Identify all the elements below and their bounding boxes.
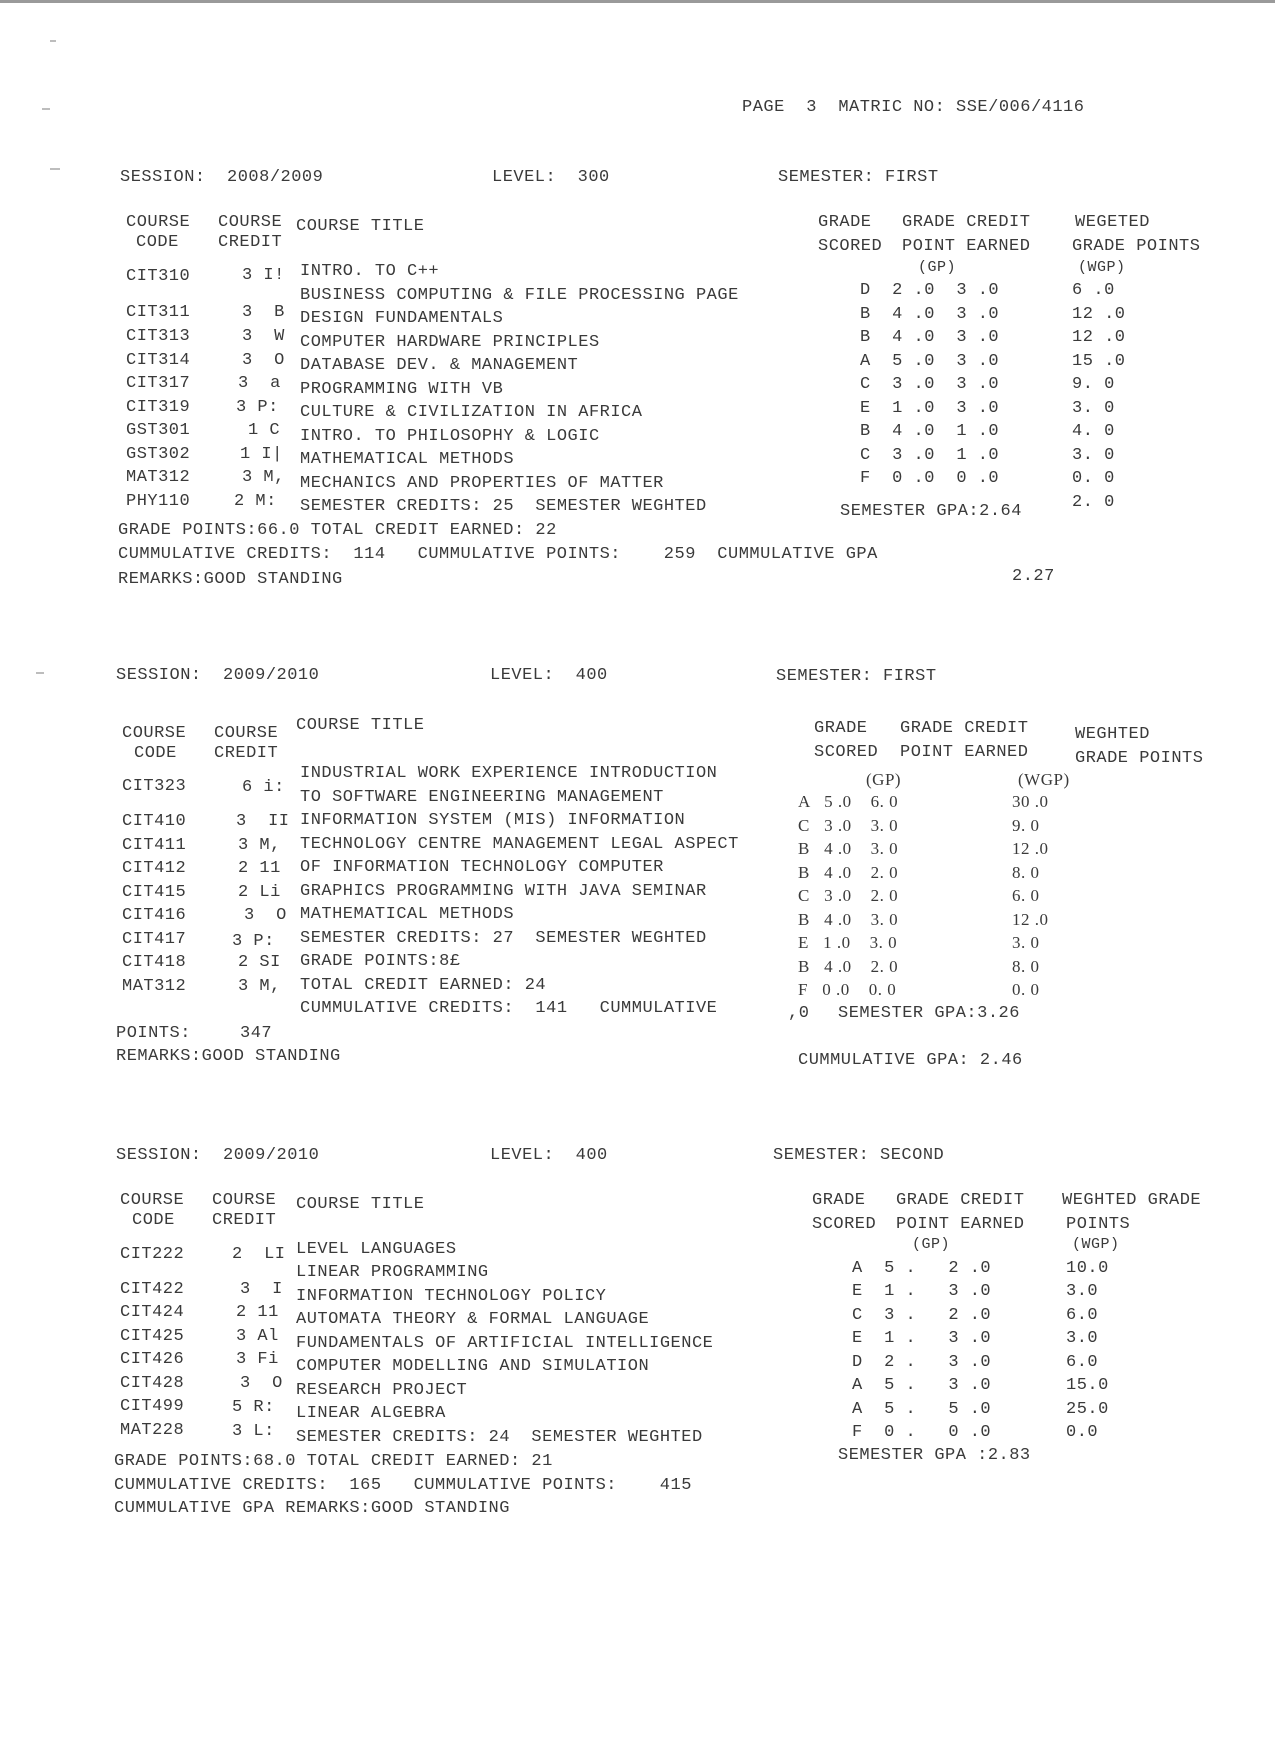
session-label: SESSION: 2009/2010 [116, 666, 320, 685]
hdr-course-title: COURSE TITLE [296, 217, 425, 236]
wgp-value: 6 .0 [1072, 281, 1115, 300]
semester-summary: SEMESTER CREDITS: 24 SEMESTER WEGHTED [296, 1428, 703, 1447]
hdr-gp: (GP) [912, 1236, 951, 1253]
hdr-course-code: COURSE [120, 1191, 185, 1210]
course-code: CIT418 [122, 953, 187, 972]
course-code: CIT317 [126, 374, 191, 393]
grade-row: A 5 . 5 .0 [852, 1400, 992, 1419]
remarks: CUMMULATIVE GPA REMARKS:GOOD STANDING [114, 1499, 510, 1518]
course-title: DATABASE DEV. & MANAGEMENT [300, 356, 579, 375]
course-code: CIT499 [120, 1397, 185, 1416]
course-code: CIT411 [122, 836, 187, 855]
hdr-course-credit: CREDIT [214, 744, 279, 763]
course-title: COMPUTER HARDWARE PRINCIPLES [300, 333, 600, 352]
wgp-value: 3. 0 [1072, 399, 1115, 418]
scan-speck [50, 168, 60, 170]
wgp-value: 8. 0 [1012, 957, 1040, 976]
hdr-course-credit: COURSE [218, 213, 283, 232]
grade-row: D 2 .0 3 .0 [860, 281, 1000, 300]
hdr-weighted: WEGHTED GRADE [1062, 1191, 1202, 1210]
course-credit: 2 Li [238, 883, 281, 902]
course-credit: 5 R: [232, 1398, 275, 1417]
hdr-weighted: WEGETED [1075, 213, 1150, 232]
course-code: CIT323 [122, 777, 187, 796]
grade-row: A 5 . 2 .0 [852, 1259, 992, 1278]
wgp-value: 0. 0 [1072, 469, 1115, 488]
grade-row: F 0 .0 0 .0 [860, 469, 1000, 488]
course-code: CIT313 [126, 327, 191, 346]
course-code: CIT416 [122, 906, 187, 925]
course-title: OF INFORMATION TECHNOLOGY COMPUTER [300, 858, 664, 877]
course-title: LINEAR PROGRAMMING [296, 1263, 489, 1282]
course-credit: 2 11 [238, 859, 281, 878]
semester-label: SEMESTER: FIRST [776, 667, 937, 686]
course-credit: 3 I! [242, 266, 285, 285]
course-code: MAT312 [122, 977, 187, 996]
wgp-value: 3.0 [1066, 1282, 1099, 1301]
wgp-value: 15 .0 [1072, 352, 1126, 371]
course-code: MAT312 [126, 468, 191, 487]
wgp-value: 6.0 [1066, 1353, 1099, 1372]
hdr-grade: GRADE [812, 1191, 866, 1210]
course-credit: 3 M, [238, 836, 281, 855]
hdr-course-credit: COURSE [214, 724, 279, 743]
grade-row: B 4 .0 2. 0 [798, 957, 899, 976]
course-code: PHY110 [126, 492, 191, 511]
wgp-value: 0. 0 [1012, 980, 1040, 999]
hdr-course-code: CODE [132, 1211, 175, 1230]
hdr-gp: (GP) [866, 770, 902, 789]
course-credit: 3 Fi [236, 1350, 279, 1369]
wgp-value: 9. 0 [1012, 816, 1040, 835]
course-code: CIT319 [126, 398, 191, 417]
course-code: CIT422 [120, 1280, 185, 1299]
course-title: PROGRAMMING WITH VB [300, 380, 504, 399]
hdr-weighted: WEGHTED [1075, 725, 1150, 744]
grade-row: A 5 .0 6. 0 [798, 792, 899, 811]
course-title: MATHEMATICAL METHODS [300, 905, 515, 924]
course-title: INTRO. TO PHILOSOPHY & LOGIC [300, 427, 600, 446]
hdr-course-title: COURSE TITLE [296, 1195, 425, 1214]
hdr-wgp: (WGP) [1078, 259, 1126, 276]
semester-label: SEMESTER: SECOND [773, 1146, 945, 1165]
course-title: LEVEL LANGUAGES [296, 1240, 457, 1259]
course-title: INTRO. TO C++ [300, 262, 440, 281]
grade-row: C 3 .0 1 .0 [860, 446, 1000, 465]
semester-gpa: SEMESTER GPA :2.83 [838, 1446, 1031, 1465]
course-code: CIT425 [120, 1327, 185, 1346]
wgp-value: 15.0 [1066, 1376, 1109, 1395]
wgp-value: 12 .0 [1012, 910, 1049, 929]
course-title: INDUSTRIAL WORK EXPERIENCE INTRODUCTION [300, 764, 718, 783]
level-label: LEVEL: 300 [492, 168, 610, 187]
wgp-value: 3. 0 [1072, 446, 1115, 465]
remarks: REMARKS:GOOD STANDING [118, 570, 343, 589]
course-credit: 1 C [248, 421, 281, 440]
course-credit: 3 Al [236, 1327, 279, 1346]
hdr-grade: SCORED [818, 237, 883, 256]
course-credit: 3 O [244, 906, 287, 925]
grade-row: C 3 . 2 .0 [852, 1306, 992, 1325]
grade-row: B 4 .0 2. 0 [798, 863, 899, 882]
total-credit-line: TOTAL CREDIT EARNED: 24 [300, 976, 547, 995]
grade-row: C 3 .0 2. 0 [798, 886, 899, 905]
course-code: CIT426 [120, 1350, 185, 1369]
course-credit: 3 I [240, 1280, 283, 1299]
course-title: BUSINESS COMPUTING & FILE PROCESSING PAGE [300, 286, 739, 305]
grade-points-line: GRADE POINTS:68.0 TOTAL CREDIT EARNED: 21 [114, 1452, 553, 1471]
wgp-value: 9. 0 [1072, 375, 1115, 394]
wgp-value: 12 .0 [1072, 328, 1126, 347]
course-title: TO SOFTWARE ENGINEERING MANAGEMENT [300, 788, 664, 807]
course-code: CIT415 [122, 883, 187, 902]
grade-row: C 3 .0 3. 0 [798, 816, 899, 835]
session-label: SESSION: 2009/2010 [116, 1146, 320, 1165]
course-title: RESEARCH PROJECT [296, 1381, 468, 1400]
grade-row: F 0 . 0 .0 [852, 1423, 992, 1442]
course-title: MECHANICS AND PROPERTIES OF MATTER [300, 474, 664, 493]
cumulative-gpa: 2.27 [1012, 567, 1055, 586]
hdr-grade-point: GRADE CREDIT [896, 1191, 1025, 1210]
grade-row: B 4 .0 3 .0 [860, 328, 1000, 347]
grade-row: B 4 .0 1 .0 [860, 422, 1000, 441]
grade-row: E 1 .0 3 .0 [860, 399, 1000, 418]
course-code: GST301 [126, 421, 191, 440]
course-credit: 3 P: [236, 398, 279, 417]
grade-points-line: GRADE POINTS:8£ [300, 952, 461, 971]
cumulative-gpa: CUMMULATIVE GPA: 2.46 [798, 1051, 1023, 1070]
course-credit: 3 W [242, 327, 285, 346]
hdr-grade-point: POINT EARNED [902, 237, 1031, 256]
hdr-course-title: COURSE TITLE [296, 716, 425, 735]
session-label: SESSION: 2008/2009 [120, 168, 324, 187]
wgp-value: 3.0 [1066, 1329, 1099, 1348]
hdr-course-code: CODE [134, 744, 177, 763]
course-code: CIT417 [122, 930, 187, 949]
course-code: GST302 [126, 445, 191, 464]
semester-gpa: SEMESTER GPA:3.26 [838, 1004, 1020, 1023]
course-credit: 3 O [242, 351, 285, 370]
hdr-course-code: CODE [136, 233, 179, 252]
course-code: CIT314 [126, 351, 191, 370]
grade-row: D 2 . 3 .0 [852, 1353, 992, 1372]
course-title: INFORMATION SYSTEM (MIS) INFORMATION [300, 811, 686, 830]
course-credit: 1 I| [240, 445, 283, 464]
wgp-value: 30 .0 [1012, 792, 1049, 811]
grade-row: B 4 .0 3. 0 [798, 910, 899, 929]
course-credit: 2 11 [236, 1303, 279, 1322]
hdr-course-credit: CREDIT [218, 233, 283, 252]
grade-row: E 1 . 3 .0 [852, 1329, 992, 1348]
wgp-value: 2. 0 [1072, 493, 1115, 512]
hdr-grade: GRADE [818, 213, 872, 232]
wgp-value: 10.0 [1066, 1259, 1109, 1278]
grade-points-line: GRADE POINTS:66.0 TOTAL CREDIT EARNED: 22 [118, 521, 557, 540]
course-credit: 2 SI [238, 953, 281, 972]
course-credit: 3 B [242, 303, 285, 322]
course-title: INFORMATION TECHNOLOGY POLICY [296, 1287, 607, 1306]
hdr-course-credit: CREDIT [212, 1211, 277, 1230]
course-title: CULTURE & CIVILIZATION IN AFRICA [300, 403, 643, 422]
grade-row: B 4 .0 3. 0 [798, 839, 899, 858]
hdr-grade-point: POINT EARNED [900, 743, 1029, 762]
course-code: CIT311 [126, 303, 191, 322]
scan-edge [0, 0, 1275, 3]
course-title: MATHEMATICAL METHODS [300, 450, 515, 469]
hdr-grade-point: POINT EARNED [896, 1215, 1025, 1234]
grade-row: A 5 . 3 .0 [852, 1376, 992, 1395]
hdr-grade: SCORED [814, 743, 879, 762]
course-credit: 3 P: [232, 932, 275, 951]
wgp-value: 12 .0 [1012, 839, 1049, 858]
grade-row: C 3 .0 3 .0 [860, 375, 1000, 394]
course-credit: 2 LI [232, 1245, 286, 1264]
hdr-wgp: (WGP) [1018, 770, 1070, 789]
hdr-gp: (GP) [918, 259, 957, 276]
cumulative-line: CUMMULATIVE CREDITS: 165 CUMMULATIVE POINTS: 415 [114, 1476, 692, 1495]
grade-row: F 0 .0 0. 0 [798, 980, 897, 999]
course-code: CIT310 [126, 267, 191, 286]
grade-row: A 5 .0 3 .0 [860, 352, 1000, 371]
course-code: CIT424 [120, 1303, 185, 1322]
wgp-value: 25.0 [1066, 1400, 1109, 1419]
course-credit: 3 M, [242, 468, 285, 487]
semester-summary: SEMESTER CREDITS: 27 SEMESTER WEGHTED [300, 929, 707, 948]
course-credit: 3 L: [232, 1422, 275, 1441]
course-title: TECHNOLOGY CENTRE MANAGEMENT LEGAL ASPECT [300, 835, 739, 854]
hdr-weighted: GRADE POINTS [1072, 237, 1201, 256]
wgp-value: 6. 0 [1012, 886, 1040, 905]
hdr-course-code: COURSE [126, 213, 191, 232]
semester-summary: SEMESTER CREDITS: 25 SEMESTER WEGHTED [300, 497, 707, 516]
wgp-value: 0.0 [1066, 1423, 1099, 1442]
semester-label: SEMESTER: FIRST [778, 168, 939, 187]
course-code: CIT410 [122, 812, 187, 831]
hdr-wgp: (WGP) [1072, 1236, 1120, 1253]
hdr-course-code: COURSE [122, 724, 187, 743]
course-code: CIT412 [122, 859, 187, 878]
course-code: MAT228 [120, 1421, 185, 1440]
grade-row: E 1 . 3 .0 [852, 1282, 992, 1301]
remarks: REMARKS:GOOD STANDING [116, 1047, 341, 1066]
hdr-course-credit: COURSE [212, 1191, 277, 1210]
wgp-value: 3. 0 [1012, 933, 1040, 952]
course-title: GRAPHICS PROGRAMMING WITH JAVA SEMINAR [300, 882, 707, 901]
wgp-value: 6.0 [1066, 1306, 1099, 1325]
hdr-grade: SCORED [812, 1215, 877, 1234]
course-title: DESIGN FUNDAMENTALS [300, 309, 504, 328]
course-credit: 3 II [236, 812, 290, 831]
course-credit: 6 i: [242, 778, 285, 797]
scan-speck [36, 672, 44, 674]
course-title: AUTOMATA THEORY & FORMAL LANGUAGE [296, 1310, 650, 1329]
wgp-value: 12 .0 [1072, 305, 1126, 324]
hdr-weighted: GRADE POINTS [1075, 749, 1204, 768]
course-title: LINEAR ALGEBRA [296, 1404, 446, 1423]
points-label: POINTS: [116, 1024, 191, 1043]
wgp-value: 4. 0 [1072, 422, 1115, 441]
course-credit: 3 a [238, 374, 281, 393]
scan-speck [50, 40, 56, 42]
course-code: CIT428 [120, 1374, 185, 1393]
semester-gpa: SEMESTER GPA:2.64 [840, 502, 1022, 521]
grade-row: B 4 .0 3 .0 [860, 305, 1000, 324]
points-value: 347 [240, 1024, 273, 1043]
level-label: LEVEL: 400 [490, 1146, 608, 1165]
wgp-value: 8. 0 [1012, 863, 1040, 882]
hdr-grade-point: GRADE CREDIT [902, 213, 1031, 232]
cumulative-line: CUMMULATIVE CREDITS: 114 CUMMULATIVE POINTS: 259 CUMMULATIVE GPA [118, 545, 878, 564]
course-code: CIT222 [120, 1245, 185, 1264]
cumulative-line: CUMMULATIVE CREDITS: 141 CUMMULATIVE [300, 999, 718, 1018]
course-credit: 2 M: [234, 492, 277, 511]
hdr-weighted: POINTS [1066, 1215, 1131, 1234]
course-title: FUNDAMENTALS OF ARTIFICIAL INTELLIGENCE [296, 1334, 714, 1353]
grade-row: E 1 .0 3. 0 [798, 933, 898, 952]
level-label: LEVEL: 400 [490, 666, 608, 685]
scan-speck [42, 108, 50, 110]
hdr-grade-point: GRADE CREDIT [900, 719, 1029, 738]
course-credit: 3 O [240, 1374, 283, 1393]
page-header: PAGE 3 MATRIC NO: SSE/006/4116 [742, 98, 1085, 117]
hdr-grade: GRADE [814, 719, 868, 738]
course-title: COMPUTER MODELLING AND SIMULATION [296, 1357, 650, 1376]
course-credit: 3 M, [238, 977, 281, 996]
stray-mark: ,0 [788, 1004, 810, 1023]
